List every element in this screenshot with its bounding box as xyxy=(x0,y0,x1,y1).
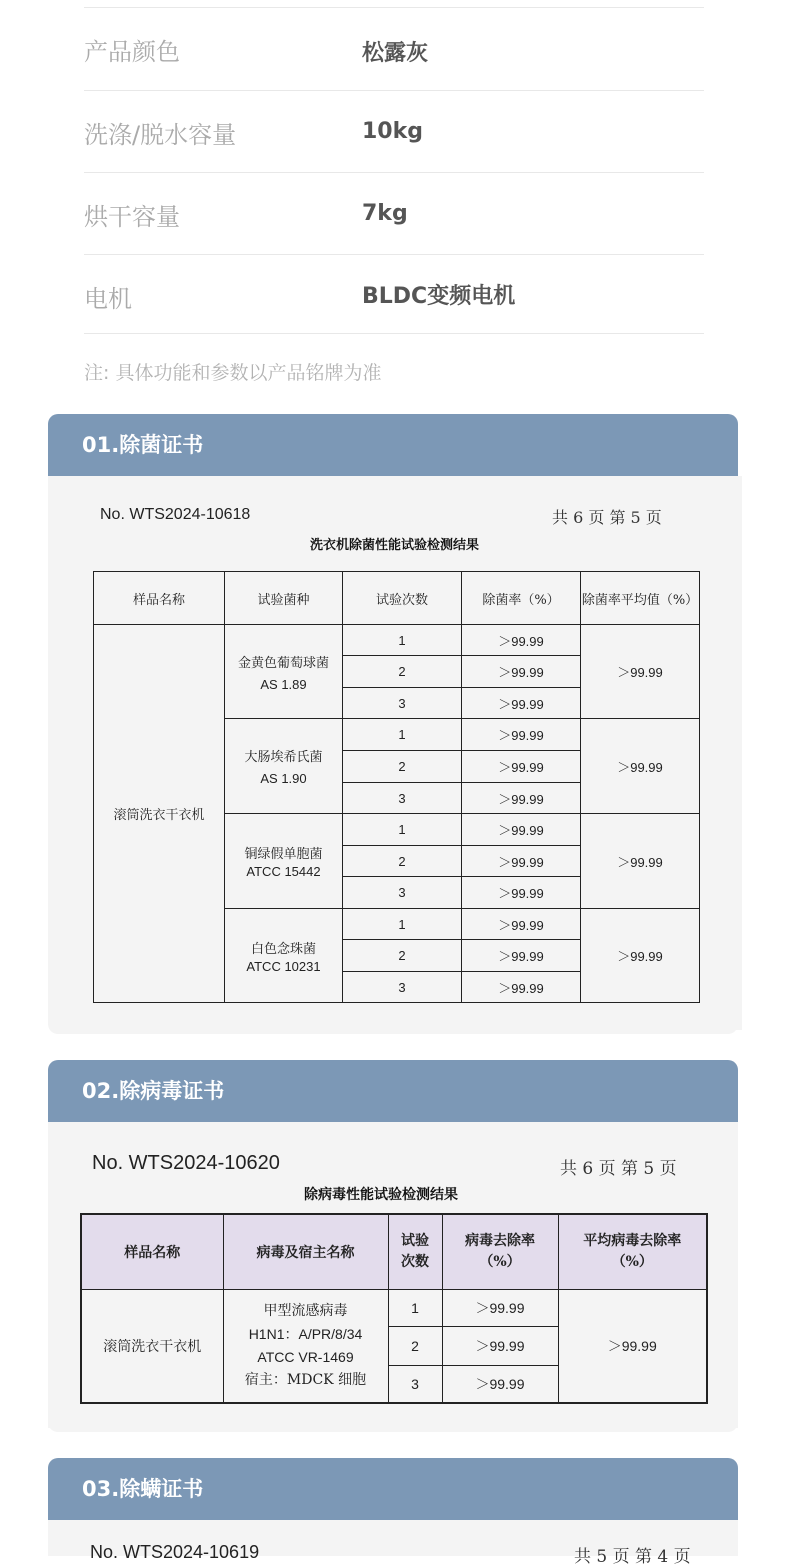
strain-code: ATCC 15442 xyxy=(246,864,321,879)
rate-cell: ＞99.99 xyxy=(442,1289,558,1326)
spec-value: 7kg xyxy=(362,201,408,226)
trial-cell: 2 xyxy=(343,656,462,688)
trial-cell: 3 xyxy=(343,783,462,814)
certificate-number: No. WTS2024-10620 xyxy=(92,1152,280,1174)
certificate-table-title: 洗衣机除菌性能试验检测结果 xyxy=(310,538,480,553)
antivirus-results-table xyxy=(80,1213,708,1404)
table-header: 试验次数 xyxy=(388,1214,442,1289)
strain-code: AS 1.90 xyxy=(260,771,307,786)
trial-cell: 1 xyxy=(388,1289,442,1326)
virus-host: 宿主：MDCK 细胞 xyxy=(244,1371,367,1388)
rate-cell: ＞99.99 xyxy=(462,783,581,814)
table-header: 除菌率（%） xyxy=(462,572,581,625)
table-header: 试验菌种 xyxy=(225,572,343,625)
spec-label: 电机 xyxy=(84,285,132,313)
average-rate-cell: ＞99.99 xyxy=(581,814,700,909)
section-title: 03.除螨证书 xyxy=(48,1458,738,1520)
section-antivirus-certificate xyxy=(48,1060,738,1432)
virus-atcc: ATCC VR-1469 xyxy=(257,1348,354,1365)
trial-cell: 3 xyxy=(343,972,462,1003)
spec-label: 烘干容量 xyxy=(84,203,180,231)
spec-value: 10kg xyxy=(362,119,423,144)
section-title: 01.除菌证书 xyxy=(48,414,738,476)
strain-name: 大肠埃希氏菌 xyxy=(244,750,323,765)
trial-cell: 2 xyxy=(343,751,462,783)
sample-name-cell: 滚筒洗衣干衣机 xyxy=(81,1289,223,1403)
strain-cell xyxy=(225,814,343,909)
certificate-number: No. WTS2024-10619 xyxy=(90,1542,260,1562)
rate-cell: ＞99.99 xyxy=(442,1365,558,1403)
strain-cell xyxy=(225,909,343,1003)
strain-code: ATCC 10231 xyxy=(246,958,321,974)
strain-name: 白色念珠菌 xyxy=(250,941,316,957)
certificate-page-info: 共 5 页 第 4 页 xyxy=(574,1547,691,1567)
virus-name: 甲型流感病毒 xyxy=(263,1302,348,1319)
certificate-page-info: 共 6 页 第 5 页 xyxy=(560,1159,677,1179)
rate-cell: ＞99.99 xyxy=(462,751,581,783)
table-header-row xyxy=(94,572,700,625)
rate-cell: ＞99.99 xyxy=(462,625,581,656)
rate-cell: ＞99.99 xyxy=(462,656,581,688)
table-header: 试验次数 xyxy=(343,572,462,625)
trial-cell: 3 xyxy=(388,1365,442,1403)
certificate-table-title: 除病毒性能试验检测结果 xyxy=(304,1187,458,1203)
strain-cell xyxy=(225,719,343,814)
average-rate-cell: ＞99.99 xyxy=(581,719,700,814)
spec-row-motor xyxy=(84,254,704,334)
certificate-number: No. WTS2024-10618 xyxy=(100,506,251,523)
average-rate-cell: ＞99.99 xyxy=(581,625,700,719)
certificate-page-info: 共 6 页 第 5 页 xyxy=(552,508,662,527)
spec-row-dry-capacity xyxy=(84,172,704,254)
table-row xyxy=(81,1289,707,1326)
table-header: 除菌率平均值（%） xyxy=(581,572,700,625)
table-header-row xyxy=(81,1214,707,1289)
table-row xyxy=(94,625,700,656)
table-header: 样品名称 xyxy=(94,572,225,625)
spec-value: 松露灰 xyxy=(362,41,429,66)
section-title: 02.除病毒证书 xyxy=(48,1060,738,1122)
trial-cell: 1 xyxy=(343,909,462,940)
strain-name: 金黄色葡萄球菌 xyxy=(237,655,329,671)
average-rate-cell: ＞99.99 xyxy=(581,909,700,1003)
spec-row-wash-capacity xyxy=(84,90,704,172)
rate-cell: ＞99.99 xyxy=(442,1326,558,1365)
rate-cell: ＞99.99 xyxy=(462,877,581,909)
strain-name: 铜绿假单胞菌 xyxy=(244,847,323,862)
certificate-image xyxy=(48,1520,738,1567)
sterilization-results-table xyxy=(93,571,700,1003)
sample-name-cell: 滚筒洗衣干衣机 xyxy=(94,625,225,1003)
trial-cell: 1 xyxy=(343,814,462,846)
virus-strain: H1N1：A/PR/8/34 xyxy=(248,1325,363,1342)
table-header: 样品名称 xyxy=(81,1214,223,1289)
spec-note: 注: 具体功能和参数以产品铭牌为准 xyxy=(84,362,382,384)
virus-cell xyxy=(223,1289,388,1403)
average-rate-cell: ＞99.99 xyxy=(558,1289,707,1403)
trial-cell: 2 xyxy=(388,1326,442,1365)
strain-cell xyxy=(225,625,343,719)
spec-value: BLDC变频电机 xyxy=(362,284,516,309)
spec-label: 洗涤/脱水容量 xyxy=(84,121,237,149)
trial-cell: 3 xyxy=(343,688,462,719)
rate-cell: ＞99.99 xyxy=(462,719,581,751)
table-header: 平均病毒去除率（%） xyxy=(558,1214,707,1289)
table-header: 病毒去除率（%） xyxy=(442,1214,558,1289)
trial-cell: 2 xyxy=(343,846,462,877)
rate-cell: ＞99.99 xyxy=(462,846,581,877)
rate-cell: ＞99.99 xyxy=(462,940,581,972)
spec-row-color xyxy=(84,7,704,90)
rate-cell: ＞99.99 xyxy=(462,909,581,940)
certificate-image xyxy=(52,476,742,1030)
rate-cell: ＞99.99 xyxy=(462,972,581,1003)
section-sterilization-certificate xyxy=(48,414,738,1034)
spec-label: 产品颜色 xyxy=(84,38,180,66)
rate-cell: ＞99.99 xyxy=(462,814,581,846)
section-anti-mite-certificate xyxy=(48,1458,738,1567)
trial-cell: 2 xyxy=(343,940,462,972)
trial-cell: 1 xyxy=(343,625,462,656)
table-header: 病毒及宿主名称 xyxy=(223,1214,388,1289)
trial-cell: 1 xyxy=(343,719,462,751)
certificate-image xyxy=(48,1122,738,1428)
trial-cell: 3 xyxy=(343,877,462,909)
strain-code: AS 1.89 xyxy=(260,676,307,692)
rate-cell: ＞99.99 xyxy=(462,688,581,719)
